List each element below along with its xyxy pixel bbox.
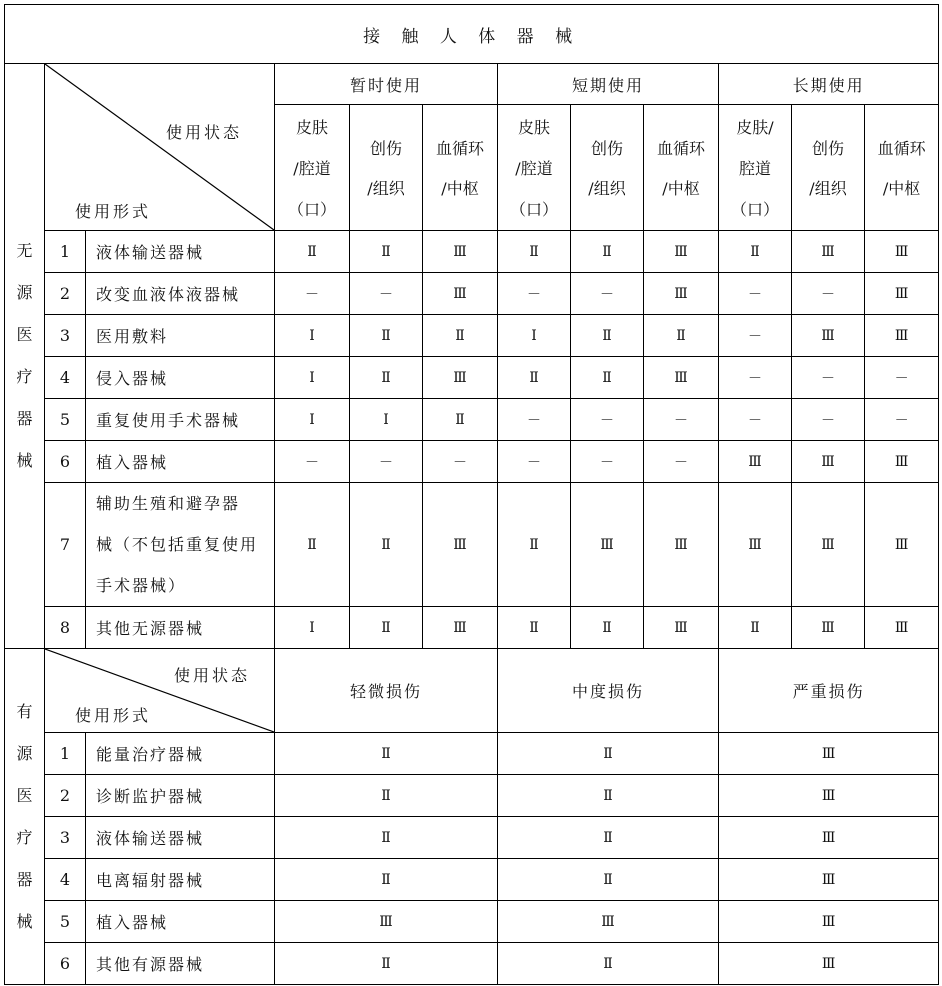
subheader-line: /中枢 [882, 178, 921, 198]
subheader-line: （口） [509, 200, 558, 219]
active-group-header-row [5, 649, 939, 733]
class-value: Ⅲ [644, 273, 719, 315]
subheader-line: 血循环 [435, 138, 484, 158]
category-char: 有 [16, 701, 33, 721]
device-name: 改变血液体液器械 [86, 273, 275, 315]
class-value: － [275, 273, 350, 315]
table-row [5, 901, 939, 943]
class-value: Ⅱ [498, 483, 571, 607]
subheader-cell [719, 105, 792, 231]
device-name: 诊断监护器械 [86, 775, 275, 817]
class-value: Ⅱ [719, 231, 792, 273]
subheader-line: 血循环 [656, 138, 705, 158]
row-number: 4 [45, 357, 86, 399]
class-value: Ⅲ [423, 607, 498, 649]
device-name: 其他无源器械 [86, 607, 275, 649]
class-value: Ⅲ [719, 943, 939, 985]
category-char: 械 [16, 451, 33, 470]
class-value: Ⅲ [275, 901, 498, 943]
class-value: Ⅱ [571, 231, 644, 273]
active-diagonal-header [45, 649, 275, 733]
active-category-label [5, 649, 45, 985]
passive-diagonal-header [45, 64, 275, 231]
class-value: Ⅲ [719, 817, 939, 859]
class-value: Ⅲ [865, 315, 939, 357]
class-value: Ⅲ [865, 441, 939, 483]
table-row [5, 775, 939, 817]
class-value: Ⅲ [719, 901, 939, 943]
class-value: Ⅲ [865, 231, 939, 273]
category-char: 械 [16, 911, 33, 931]
category-char: 器 [16, 869, 33, 889]
class-value: Ⅱ [275, 231, 350, 273]
device-name-line: 手术器械） [96, 576, 187, 595]
class-value: Ⅱ [350, 315, 423, 357]
subheader-line: 皮肤 [295, 118, 328, 137]
subheader-line: /组织 [809, 178, 847, 198]
category-char: 器 [16, 409, 33, 428]
subheader-cell [865, 105, 939, 231]
row-number: 7 [45, 483, 86, 607]
class-value: Ⅲ [719, 859, 939, 901]
class-value: Ⅲ [423, 231, 498, 273]
subheader-line: /中枢 [662, 178, 700, 198]
class-value: Ⅱ [350, 483, 423, 607]
subheader-line: 腔道 [738, 159, 771, 178]
category-char: 疗 [16, 827, 33, 847]
subheader-cell [350, 105, 423, 231]
device-name: 电离辐射器械 [86, 859, 275, 901]
class-value: Ⅲ [423, 273, 498, 315]
group-header: 短期使用 [498, 64, 719, 105]
device-name [86, 483, 275, 607]
diag-top-label: 使用状态 [165, 123, 242, 142]
diag-bottom-label: 使用形式 [75, 202, 152, 221]
class-value: Ⅲ [792, 231, 865, 273]
class-value: － [644, 399, 719, 441]
class-value: Ⅲ [719, 441, 792, 483]
class-value: － [571, 399, 644, 441]
category-char: 源 [16, 743, 33, 763]
class-value: Ⅱ [498, 775, 719, 817]
severity-header: 严重损伤 [719, 649, 939, 733]
table-row [5, 399, 939, 441]
class-value: Ⅱ [498, 607, 571, 649]
row-number: 3 [45, 315, 86, 357]
subheader-line: （口） [730, 200, 779, 219]
class-value: Ⅱ [275, 733, 498, 775]
class-value: － [719, 273, 792, 315]
row-number: 8 [45, 607, 86, 649]
subheader-line: /中枢 [441, 178, 479, 198]
class-value: － [865, 399, 939, 441]
class-value: Ⅲ [423, 357, 498, 399]
device-name: 侵入器械 [86, 357, 275, 399]
passive-group-header-row [5, 64, 939, 105]
class-value: Ⅰ [275, 315, 350, 357]
class-value: － [571, 273, 644, 315]
subheader-line: 血循环 [877, 138, 926, 158]
classification-table [4, 4, 939, 985]
class-value: Ⅰ [350, 399, 423, 441]
subheader-line: （口） [287, 200, 336, 219]
device-name: 医用敷料 [86, 315, 275, 357]
class-value: Ⅲ [571, 483, 644, 607]
class-value: Ⅲ [498, 901, 719, 943]
class-value: Ⅰ [498, 315, 571, 357]
device-name: 其他有源器械 [86, 943, 275, 985]
class-value: Ⅲ [792, 483, 865, 607]
row-number: 2 [45, 775, 86, 817]
subheader-line: 皮肤/ [736, 118, 774, 137]
class-value: Ⅱ [571, 357, 644, 399]
device-name: 植入器械 [86, 901, 275, 943]
class-value: Ⅱ [498, 817, 719, 859]
class-value: Ⅱ [571, 315, 644, 357]
row-number: 2 [45, 273, 86, 315]
diag-top-label: 使用状态 [173, 666, 250, 685]
subheader-cell [498, 105, 571, 231]
subheader-cell [423, 105, 498, 231]
row-number: 4 [45, 859, 86, 901]
class-value: Ⅱ [644, 315, 719, 357]
class-value: － [571, 441, 644, 483]
device-name: 重复使用手术器械 [86, 399, 275, 441]
table-row [5, 357, 939, 399]
table-row [5, 733, 939, 775]
category-char: 医 [16, 785, 33, 805]
class-value: Ⅲ [644, 483, 719, 607]
class-value: － [719, 399, 792, 441]
class-value: Ⅲ [719, 483, 792, 607]
class-value: － [275, 441, 350, 483]
class-value: Ⅱ [498, 357, 571, 399]
row-number: 5 [45, 901, 86, 943]
table-title: 接 触 人 体 器 械 [5, 5, 939, 64]
device-name: 液体输送器械 [86, 817, 275, 859]
table-row [5, 231, 939, 273]
subheader-line: /组织 [367, 178, 405, 198]
class-value: Ⅱ [423, 315, 498, 357]
class-value: Ⅲ [792, 441, 865, 483]
subheader-line: 创伤 [590, 138, 623, 158]
subheader-line: 创伤 [811, 138, 844, 158]
device-name: 植入器械 [86, 441, 275, 483]
subheader-line: /腔道 [293, 159, 331, 178]
subheader-cell [571, 105, 644, 231]
device-name-line: 辅助生殖和避孕器 [96, 494, 241, 513]
class-value: Ⅲ [644, 607, 719, 649]
class-value: Ⅱ [350, 357, 423, 399]
class-value: － [865, 357, 939, 399]
table-row [5, 441, 939, 483]
severity-header: 轻微损伤 [275, 649, 498, 733]
subheader-line: /组织 [588, 178, 626, 198]
class-value: Ⅲ [719, 775, 939, 817]
category-char: 疗 [16, 367, 33, 386]
class-value: － [498, 441, 571, 483]
subheader-line: /腔道 [515, 159, 553, 178]
class-value: － [719, 357, 792, 399]
group-header: 暂时使用 [275, 64, 498, 105]
device-name: 能量治疗器械 [86, 733, 275, 775]
class-value: Ⅱ [350, 231, 423, 273]
class-value: Ⅱ [719, 607, 792, 649]
class-value: Ⅲ [792, 315, 865, 357]
class-value: － [350, 273, 423, 315]
class-value: － [350, 441, 423, 483]
subheader-line: 皮肤 [517, 118, 550, 137]
diag-bottom-label: 使用形式 [75, 706, 152, 725]
severity-header: 中度损伤 [498, 649, 719, 733]
class-value: Ⅱ [498, 943, 719, 985]
row-number: 5 [45, 399, 86, 441]
group-header: 长期使用 [719, 64, 939, 105]
class-value: Ⅱ [275, 483, 350, 607]
class-value: － [644, 441, 719, 483]
subheader-cell [792, 105, 865, 231]
subheader-line: 创伤 [369, 138, 402, 158]
row-number: 1 [45, 231, 86, 273]
class-value: － [792, 399, 865, 441]
class-value: Ⅰ [275, 399, 350, 441]
class-value: Ⅱ [275, 817, 498, 859]
class-value: Ⅱ [275, 775, 498, 817]
class-value: Ⅲ [644, 231, 719, 273]
class-value: － [792, 273, 865, 315]
table-row [5, 483, 939, 607]
class-value: Ⅲ [865, 607, 939, 649]
class-value: Ⅲ [719, 733, 939, 775]
row-number: 6 [45, 441, 86, 483]
class-value: Ⅰ [275, 607, 350, 649]
device-name-line: 械（不包括重复使用 [96, 535, 259, 554]
class-value: Ⅱ [498, 859, 719, 901]
category-char: 医 [16, 325, 33, 344]
passive-category-label [5, 64, 45, 649]
table-row [5, 859, 939, 901]
subheader-cell [275, 105, 350, 231]
class-value: Ⅲ [423, 483, 498, 607]
category-char: 无 [16, 241, 33, 260]
class-value: Ⅱ [498, 231, 571, 273]
table-row [5, 817, 939, 859]
class-value: Ⅲ [865, 483, 939, 607]
row-number: 1 [45, 733, 86, 775]
class-value: Ⅰ [275, 357, 350, 399]
class-value: Ⅱ [571, 607, 644, 649]
class-value: Ⅱ [275, 943, 498, 985]
class-value: Ⅱ [498, 733, 719, 775]
device-name: 液体输送器械 [86, 231, 275, 273]
table-row [5, 315, 939, 357]
class-value: Ⅲ [792, 607, 865, 649]
table-row [5, 943, 939, 985]
table-row [5, 607, 939, 649]
class-value: Ⅲ [644, 357, 719, 399]
class-value: － [498, 273, 571, 315]
subheader-cell [644, 105, 719, 231]
class-value: － [498, 399, 571, 441]
row-number: 3 [45, 817, 86, 859]
class-value: Ⅲ [865, 273, 939, 315]
class-value: － [792, 357, 865, 399]
class-value: Ⅱ [423, 399, 498, 441]
category-char: 源 [16, 283, 33, 302]
table-row [5, 273, 939, 315]
class-value: － [423, 441, 498, 483]
class-value: Ⅱ [350, 607, 423, 649]
class-value: － [719, 315, 792, 357]
row-number: 6 [45, 943, 86, 985]
class-value: Ⅱ [275, 859, 498, 901]
